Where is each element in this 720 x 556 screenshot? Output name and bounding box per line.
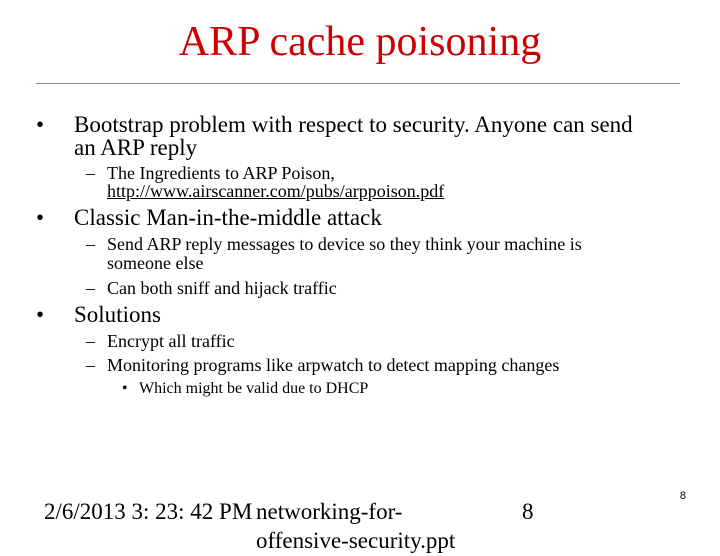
dash-marker: –: [86, 331, 95, 351]
bullet-marker: •: [122, 380, 128, 397]
bullet-1-line-2: an ARP reply: [74, 135, 198, 160]
bullet-1-line-1: Bootstrap problem with respect to security. Anyone can send: [74, 112, 633, 137]
subbullet-send-arp-line-2: someone else: [107, 253, 204, 273]
dash-marker: –: [86, 163, 95, 183]
subbullet-arpwatch: Monitoring programs like arpwatch to detect mapping changes: [107, 355, 560, 375]
slide-title: ARP cache poisoning: [178, 19, 542, 65]
subbullet-send-arp-line-1: Send ARP reply messages to device so they think your machine is: [107, 234, 582, 254]
bullet-marker: •: [36, 112, 45, 137]
footer-page-number: 8: [522, 499, 534, 524]
footer-filename-line-1: networking-for-: [256, 499, 403, 524]
dash-marker: –: [86, 278, 95, 298]
subsubbullet-dhcp: Which might be valid due to DHCP: [139, 380, 369, 397]
bullet-marker: •: [36, 302, 45, 327]
subbullet-sniff-hijack: Can both sniff and hijack traffic: [107, 278, 337, 298]
slide-number: 8: [679, 490, 686, 502]
subbullet-encrypt: Encrypt all traffic: [107, 331, 235, 351]
dash-marker: –: [86, 234, 95, 254]
footer-datetime: 2/6/2013 3: 23: 42 PM: [44, 499, 253, 524]
bullet-3-line-1: Solutions: [74, 302, 161, 327]
bullet-2-line-1: Classic Man-in-the-middle attack: [74, 205, 382, 230]
arppoison-link[interactable]: http://www.airscanner.com/pubs/arppoison.pdf: [107, 181, 445, 201]
footer-filename-line-2: offensive-security.ppt: [256, 528, 456, 553]
subbullet-ingredients: The Ingredients to ARP Poison,: [107, 163, 335, 183]
bullet-marker: •: [36, 205, 45, 230]
dash-marker: –: [86, 355, 95, 375]
